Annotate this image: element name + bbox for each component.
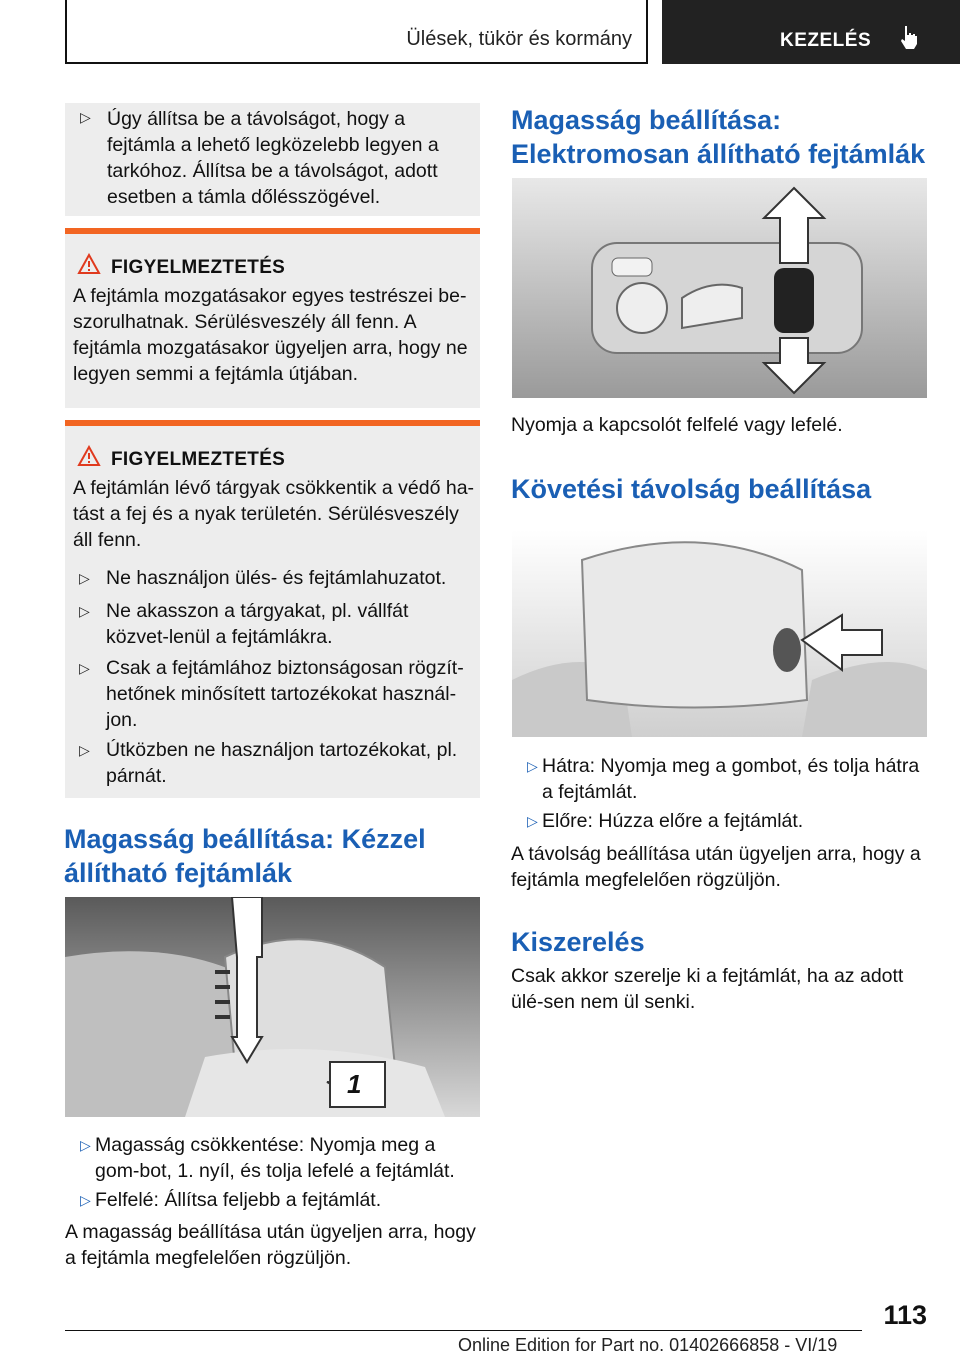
warning-title: FIGYELMEZTETÉS [111, 449, 286, 470]
page-number: 113 [883, 1300, 927, 1330]
manual-note: A magasság beállítása után ügyeljen arra, hogy a fejtámla megfelelően rögzüljön. [65, 1221, 476, 1269]
warning-bar [65, 228, 480, 234]
warning-bullet: Ne akasszon a tárgyakat, pl. vállfát közvet-lenül a fejtámlákra. [106, 600, 409, 648]
header-section-box [65, 0, 648, 64]
footer-divider [65, 1330, 862, 1331]
distance-bullet: Hátra: Nyomja meg a gombot, és tolja hátra a fejtámlát. [542, 755, 920, 803]
bullet-triangle-icon: ▷ [80, 109, 91, 125]
manual-height-heading: Magasság beállítása: Kézzel állítható fejtámlák [64, 824, 426, 888]
warning-bullet: Csak a fejtámlához biztonságosan rögzít-hetőnek minősített tartozékokat használ-jon. [106, 657, 464, 731]
removal-text: Csak akkor szerelje ki a fejtámlát, ha az adott ülé-sen nem ül senki. [511, 965, 904, 1013]
warning-text: A fejtámla mozgatásakor egyes testrészei be-szorulhatnak. Sérülésveszély áll fenn. A fejtámla mozgatásakor ügyeljen arra, hogy ne legyen semmi a fejtámla útjában. [73, 285, 468, 385]
intro-bullet-text: Úgy állítsa be a távolságot, hogy a fejtámla a lehető legközelebb legyen a tarkóhoz. Állítsa be a távolságot, adott esetben a támla dőlésszögével. [107, 108, 439, 208]
warning-triangle-icon [77, 253, 101, 275]
bullet-triangle-icon: ▷ [80, 1192, 91, 1208]
bullet-triangle-icon: ▷ [527, 758, 538, 774]
bullet-triangle-icon: ▷ [79, 660, 90, 676]
header-section-title: Ülések, tükör és kormány [406, 28, 632, 50]
bullet-triangle-icon: ▷ [79, 603, 90, 619]
warning-box-2 [65, 420, 480, 798]
electric-height-heading: Magasság beállítása: Elektromosan állítható fejtámlák [511, 105, 926, 169]
manual-bullet: Magasság csökkentése: Nyomja meg a gom-bot, 1. nyíl, és tolja lefelé a fejtámlát. [95, 1134, 455, 1182]
manual-headrest-image [65, 897, 480, 1117]
removal-heading: Kiszerelés [511, 927, 645, 957]
header-chapter-title: KEZELÉS [780, 30, 872, 51]
footer-edition: Online Edition for Part no. 01402666858 - VI/19 [458, 1335, 838, 1355]
distance-bullet: Előre: Húzza előre a fejtámlát. [542, 810, 804, 832]
warning-bullet: Ne használjon ülés- és fejtámlahuzatot. [106, 567, 447, 589]
distance-heading: Követési távolság beállítása [511, 474, 872, 504]
hand-pointer-icon [898, 24, 920, 50]
distance-note: A távolság beállítása után ügyeljen arra, hogy a fejtámla megfelelően rögzüljön. [511, 843, 921, 891]
distance-headrest-image [512, 530, 927, 737]
warning-text: A fejtámlán lévő tárgyak csökkentik a védő ha-tást a fej és a nyak területén. Sérülésveszély áll fenn. [73, 477, 475, 551]
warning-bullet: Útközben ne használjon tartozékokat, pl. párnát. [106, 739, 458, 787]
bullet-triangle-icon: ▷ [527, 813, 538, 829]
image-label-1: 1 [347, 1069, 362, 1099]
warning-box-1 [65, 228, 480, 408]
electric-switch-image [512, 178, 927, 398]
header-chapter-box [662, 0, 960, 64]
electric-text: Nyomja a kapcsolót felfelé vagy lefelé. [511, 414, 843, 436]
bullet-triangle-icon: ▷ [79, 570, 90, 586]
warning-bar [65, 420, 480, 426]
warning-triangle-icon [77, 445, 101, 467]
manual-bullet: Felfelé: Állítsa feljebb a fejtámlát. [95, 1189, 382, 1211]
intro-box [65, 103, 480, 216]
bullet-triangle-icon: ▷ [80, 1137, 91, 1153]
warning-title: FIGYELMEZTETÉS [111, 257, 286, 278]
bullet-triangle-icon: ▷ [79, 742, 90, 758]
